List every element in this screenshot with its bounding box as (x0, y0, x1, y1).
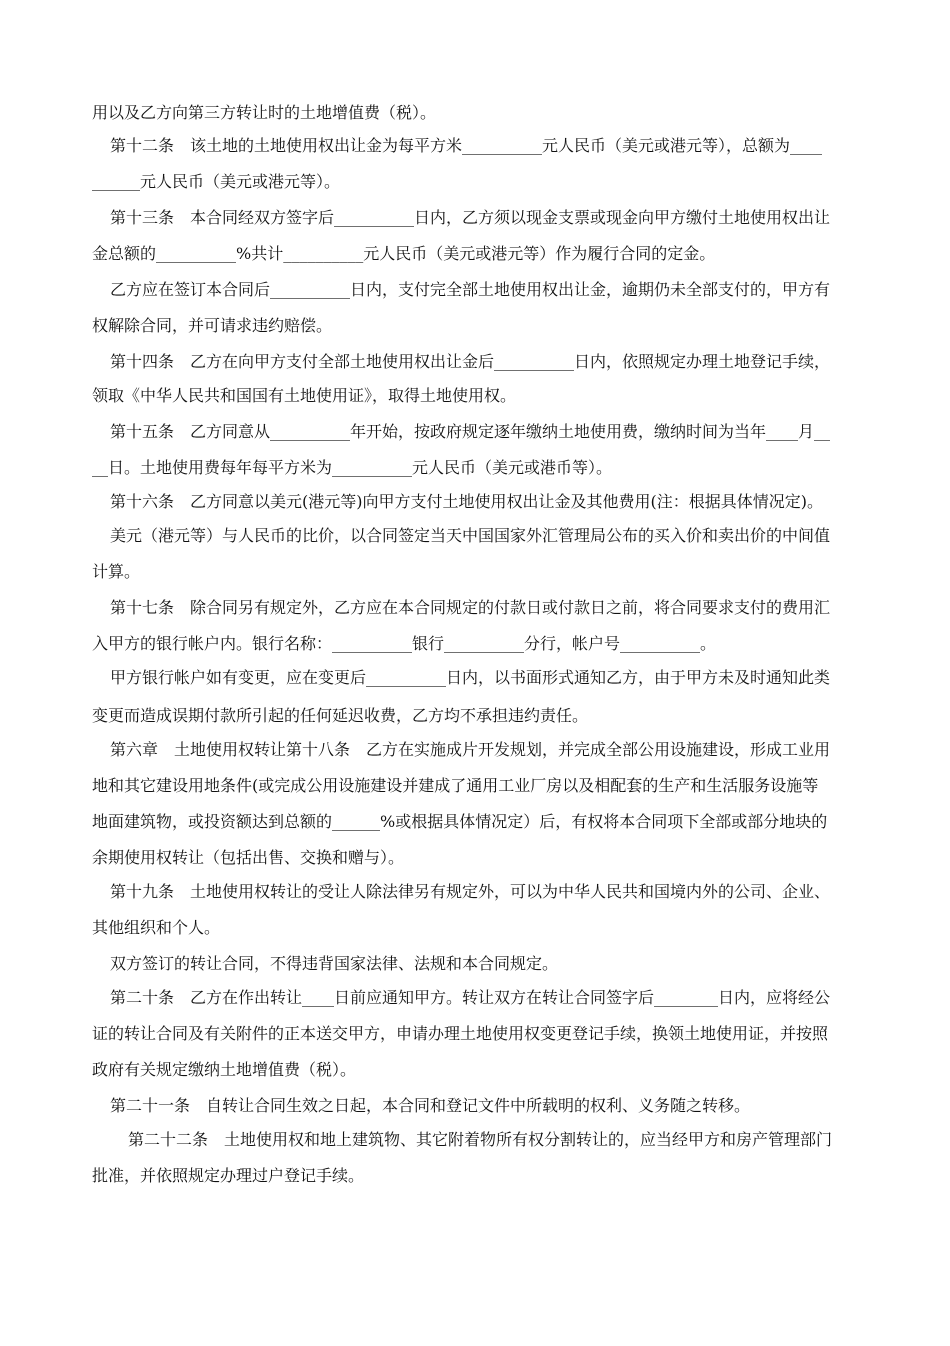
text-line: 金总额的__________%共计__________元人民币（美元或港元等）作为履行合同的定金。 (92, 244, 716, 263)
text-line: 双方签订的转让合同，不得违背国家法律、法规和本合同规定。 (110, 954, 559, 973)
text-line: 余期使用权转让（包括出售、交换和赠与）。 (92, 848, 405, 867)
text-line: 美元（港元等）与人民币的比价，以合同签定当天中国国家外汇管理局公布的买入价和卖出价的中间值 (110, 526, 831, 545)
article-13-heading: 第十三条 本合同经双方签字后__________日内，乙方须以现金支票或现金向甲方缴付土地使用权出让 (110, 208, 831, 227)
article-22-heading: 第二十二条 土地使用权和地上建筑物、其它附着物所有权分割转让的，应当经甲方和房产管理部门 (128, 1130, 833, 1149)
article-12-heading: 第十二条 该土地的土地使用权出让金为每平方米__________元人民币（美元或港元等），总额为____ (110, 136, 823, 155)
text-line: __日。土地使用费每年每平方米为__________元人民币（美元或港币等）。 (92, 458, 613, 477)
text-line: 用以及乙方向第三方转让时的土地增值费（税）。 (92, 103, 437, 122)
text-line: 入甲方的银行帐户内。银行名称：__________银行__________分行，帐户号__________。 (92, 634, 717, 653)
article-17-heading: 第十七条 除合同另有规定外，乙方应在本合同规定的付款日或付款日之前，将合同要求支付的费用汇 (110, 598, 831, 617)
text-line: 领取《中华人民共和国国有土地使用证》，取得土地使用权。 (92, 386, 517, 405)
text-line: 变更而造成误期付款所引起的任何延迟收费，乙方均不承担违约责任。 (92, 706, 589, 725)
text-line: 地面建筑物，或投资额达到总额的______%或根据具体情况定）后，有权将本合同项下全部或部分地块的 (92, 812, 828, 831)
text-line: 乙方应在签订本合同后__________日内，支付完全部土地使用权出让金，逾期仍未全部支付的，甲方有 (110, 280, 831, 299)
text-line: 地和其它建设用地条件(或完成公用设施建设并建成了通用工业厂房以及相配套的生产和生活服务设施等 (92, 776, 819, 795)
article-21-heading: 第二十一条 自转让合同生效之日起，本合同和登记文件中所载明的权利、义务随之转移。 (110, 1096, 751, 1115)
article-16-heading: 第十六条 乙方同意以美元(港元等)向甲方支付土地使用权出让金及其他费用(注：根据具体情况定)。 (110, 492, 823, 511)
article-19-heading: 第十九条 土地使用权转让的受让人除法律另有规定外，可以为中华人民共和国境内外的公司、企业、 (110, 882, 831, 901)
article-20-heading: 第二十条 乙方在作出转让____日前应通知甲方。转让双方在转让合同签字后________日内，应将经公 (110, 988, 831, 1007)
text-line: 计算。 (92, 562, 141, 581)
chapter-6-heading: 第六章 土地使用权转让第十八条 乙方在实施成片开发规划，并完成全部公用设施建设，形成工业用 (110, 740, 831, 759)
text-line: 批准，并依照规定办理过户登记手续。 (92, 1166, 365, 1185)
text-line: 政府有关规定缴纳土地增值费（税）。 (92, 1060, 357, 1079)
text-line: 甲方银行帐户如有变更，应在变更后__________日内，以书面形式通知乙方，由于甲方未及时通知此类 (110, 668, 831, 687)
text-line: 权解除合同，并可请求违约赔偿。 (92, 316, 333, 335)
article-14-heading: 第十四条 乙方在向甲方支付全部土地使用权出让金后__________日内，依照规定办理土地登记手续， (110, 352, 831, 371)
text-line: 其他组织和个人。 (92, 918, 221, 937)
text-line: ______元人民币（美元或港元等）。 (92, 172, 341, 191)
text-line: 证的转让合同及有关附件的正本送交甲方，申请办理土地使用权变更登记手续，换领土地使用证，并按照 (92, 1024, 829, 1043)
article-15-heading: 第十五条 乙方同意从__________年开始，按政府规定逐年缴纳土地使用费，缴纳时间为当年____月__ (110, 422, 831, 441)
